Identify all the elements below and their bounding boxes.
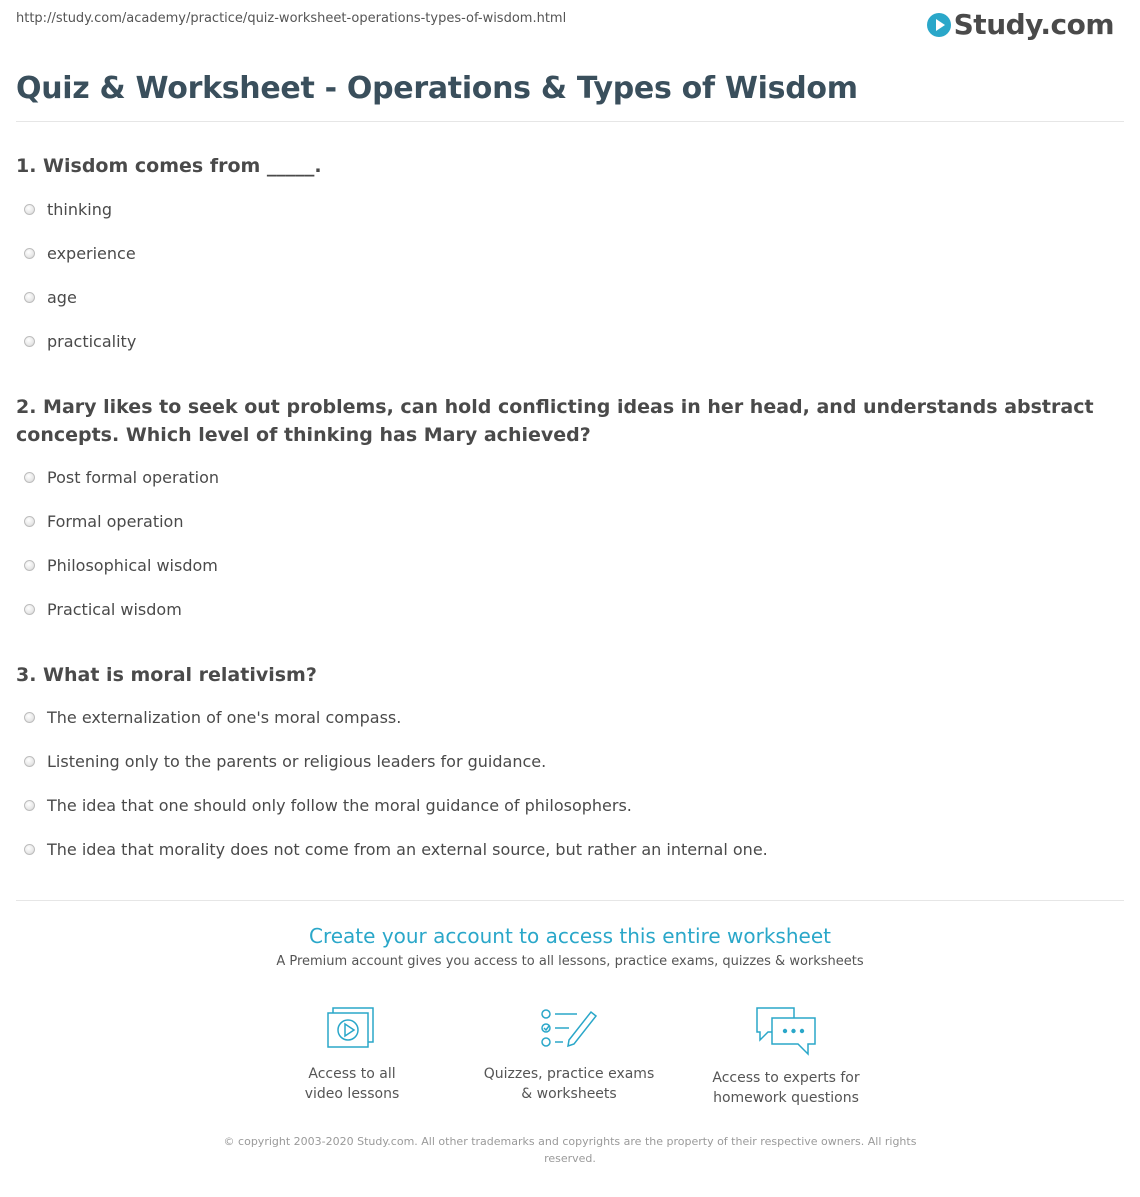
feature-label-line2: video lessons [304,1086,400,1102]
option-label: Post formal operation [47,468,220,487]
page-title: Quiz & Worksheet - Operations & Types of Wisdom [16,71,858,106]
option-label: Practical wisdom [47,600,182,619]
study-logo[interactable] [927,8,1114,41]
feature-experts [686,1006,886,1108]
cta-subtitle: A Premium account gives you access to all lessons, practice exams, quizzes & worksheets [276,954,864,969]
question-1: 1. Wisdom comes from _____. [16,155,322,177]
cta-divider [16,900,1124,901]
option-label: experience [47,244,136,263]
chat-bubbles-icon [754,1006,818,1056]
answer-option[interactable] [24,332,136,351]
option-label: The idea that one should only follow the moral guidance of philosophers. [47,796,632,815]
radio-button[interactable] [24,844,35,855]
radio-button[interactable] [24,292,35,303]
create-account-link[interactable]: Create your account to access this entire worksheet [309,924,831,948]
answer-option[interactable] [24,708,401,727]
title-divider [16,121,1124,122]
radio-button[interactable] [24,800,35,811]
radio-button[interactable] [24,336,35,347]
option-label: practicality [47,332,137,351]
feature-label-line2: homework questions [713,1090,859,1106]
option-label: Formal operation [47,512,184,531]
option-label: The idea that morality does not come from an external source, but rather an internal one. [47,840,768,859]
logo-text: Study.com [953,8,1114,41]
answer-option[interactable] [24,556,218,575]
feature-video-lessons [252,1006,452,1104]
answer-option[interactable] [24,752,546,771]
feature-label-line1: Access to experts for [712,1070,860,1086]
answer-option[interactable] [24,512,183,531]
answer-option[interactable] [24,468,219,487]
answer-option[interactable] [24,244,136,263]
page-url: http://study.com/academy/practice/quiz-worksheet-operations-types-of-wisdom.html [16,11,567,26]
quiz-checklist-icon [539,1006,599,1052]
answer-option[interactable] [24,840,768,859]
radio-button[interactable] [24,756,35,767]
answer-option[interactable] [24,288,77,307]
feature-quizzes [469,1006,669,1104]
radio-button[interactable] [24,604,35,615]
answer-option[interactable] [24,600,182,619]
radio-button[interactable] [24,472,35,483]
feature-label-line1: Quizzes, practice exams [483,1066,655,1082]
radio-button[interactable] [24,204,35,215]
feature-label-line1: Access to all [308,1066,396,1082]
feature-label-line2: & worksheets [521,1086,617,1102]
option-label: thinking [47,200,113,219]
copyright-notice: © copyright 2003-2020 Study.com. All other trademarks and copyrights are the property of their respective owners. All rights reserved. [223,1135,917,1165]
question-3: 3. What is moral relativism? [16,664,317,686]
answer-option[interactable] [24,200,112,219]
radio-button[interactable] [24,560,35,571]
option-label: age [47,288,77,307]
option-label: Listening only to the parents or religious leaders for guidance. [47,752,547,771]
answer-option[interactable] [24,796,632,815]
radio-button[interactable] [24,712,35,723]
video-lessons-icon [325,1006,379,1052]
option-label: The externalization of one's moral compass. [47,708,402,727]
option-label: Philosophical wisdom [47,556,218,575]
radio-button[interactable] [24,248,35,259]
question-2: 2. Mary likes to seek out problems, can hold conflicting ideas in her head, and understands abstract concepts. Which level of thinking has Mary achieved? [16,396,1094,446]
radio-button[interactable] [24,516,35,527]
play-logo-icon [927,13,951,37]
